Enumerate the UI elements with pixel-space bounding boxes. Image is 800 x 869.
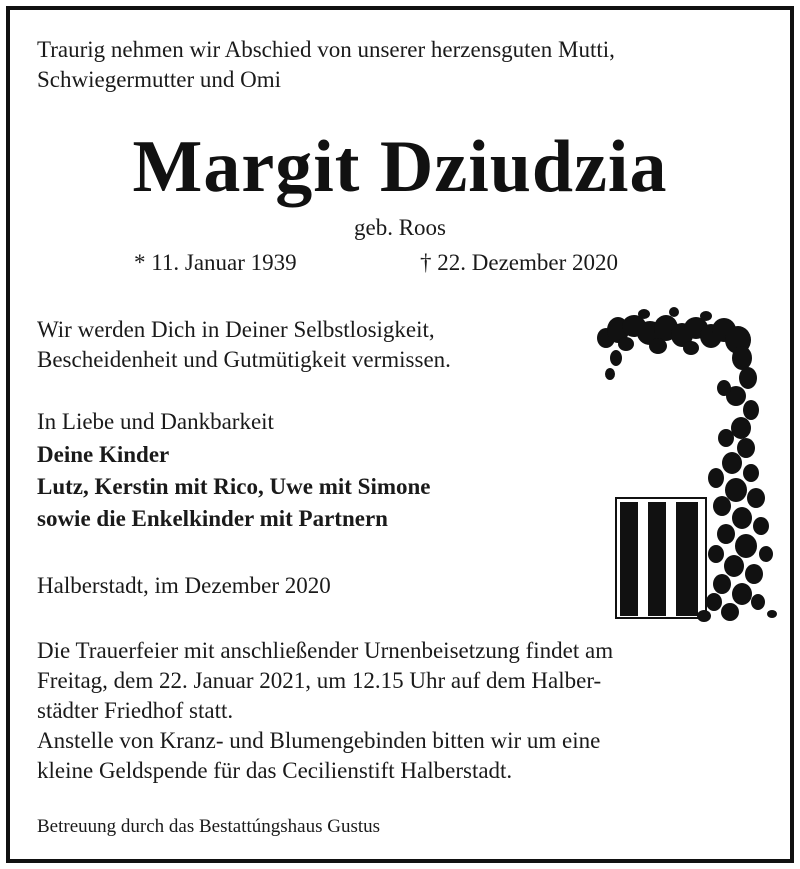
obituary-notice	[6, 6, 794, 863]
ceremony-line-3: städter Friedhof statt.	[37, 698, 234, 723]
ceremony-line-2: Freitag, dem 22. Januar 2021, um 12.15 Uhr auf dem Halber-	[37, 668, 602, 693]
intro-line-1: Traurig nehmen wir Abschied von unserer herzensguten Mutti,	[37, 37, 615, 62]
signature-line-1: Deine Kinder	[37, 442, 170, 467]
intro-line-2: Schwiegermutter und Omi	[37, 67, 282, 92]
ivy-vertical	[697, 346, 777, 622]
funeral-home: Betreuung durch das Bestattúngshaus Gustus	[37, 816, 381, 837]
ceremony-line-4: Anstelle von Kranz- und Blumengebinden bitten wir um eine	[37, 728, 601, 753]
message-line-2: Bescheidenheit und Gutmütigkeit vermissen.	[37, 347, 451, 372]
ivy-top	[597, 307, 751, 380]
birth-date: * 11. Januar 1939	[134, 250, 297, 275]
deceased-name: Margit Dziudzia	[132, 126, 668, 208]
death-date: † 22. Dezember 2020	[420, 250, 618, 275]
signature-line-2: Lutz, Kerstin mit Rico, Uwe mit Simone	[37, 474, 431, 499]
place-date: Halberstadt, im Dezember 2020	[37, 573, 331, 598]
ceremony-line-5: kleine Geldspende für das Cecilienstift Halberstadt.	[37, 758, 513, 783]
ivy-covered-gate-icon	[596, 298, 786, 628]
signature-line-3: sowie die Enkelkinder mit Partnern	[37, 506, 388, 531]
ceremony-line-1: Die Trauerfeier mit anschließender Urnenbeisetzung findet am	[37, 638, 614, 663]
maiden-name: geb. Roos	[354, 215, 446, 240]
signature-intro: In Liebe und Dankbarkeit	[37, 409, 274, 434]
gate-door	[616, 498, 706, 618]
message-line-1: Wir werden Dich in Deiner Selbstlosigkeit,	[37, 317, 435, 342]
